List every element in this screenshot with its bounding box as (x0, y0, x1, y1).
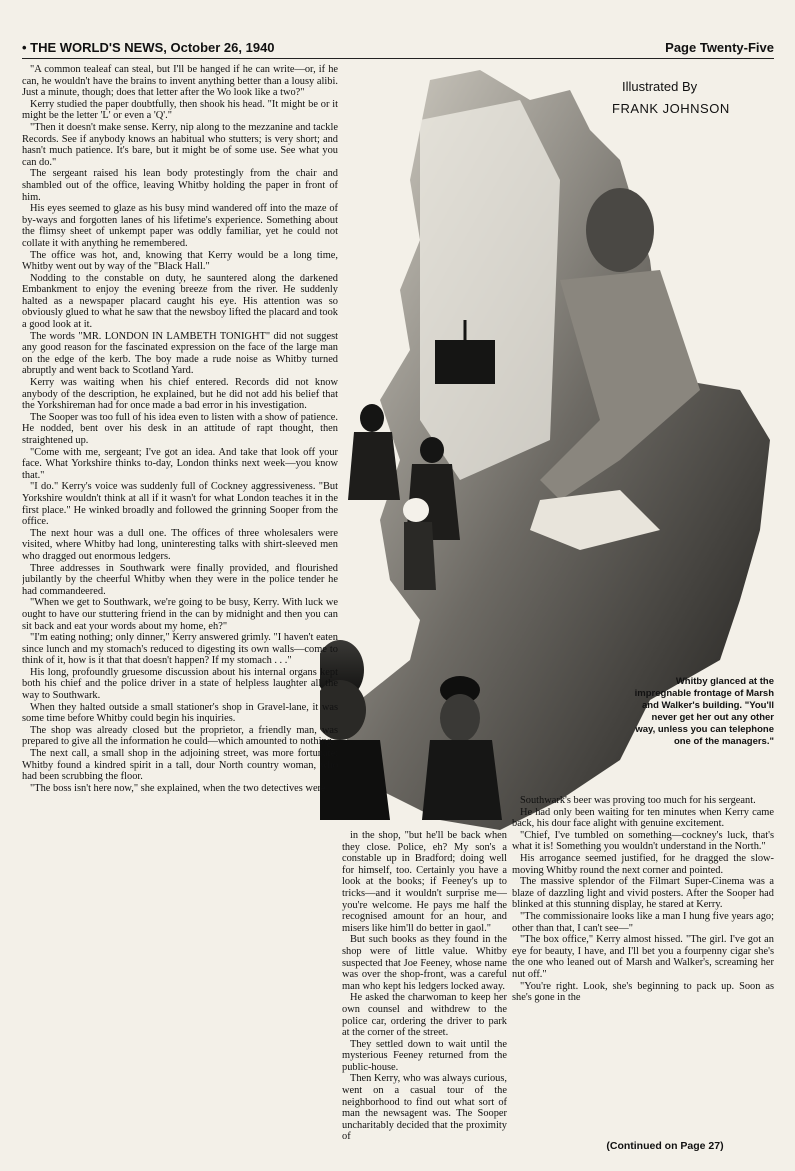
paragraph: The words "MR. LONDON IN LAMBETH TONIGHT" did not suggest any good reason for the fascinated expression on the face of the large man on the edge of the kerb. The boy made a rude noise as Whitby turned abruptly and went back to Scotland Yard. (22, 330, 338, 377)
paragraph: The next call, a small shop in the adjoining street, was more fortunate: Whitby found a kindred spirit in a tall, dour North country woman, who had been scrubbing the floor. (22, 748, 338, 783)
text-column-1 (22, 64, 338, 1164)
paragraph: He had only been waiting for ten minutes when Kerry came back, his dour face alight with genuine excitement. (512, 806, 774, 830)
paragraph: "The box office," Kerry almost hissed. "The girl. I've got an eye for beauty, I have, and I'll bet you a fourpenny cigar she's the one who leaned out of Marsh and Walker's, screaming her nut off." (512, 934, 774, 980)
text-column-3 (512, 795, 774, 1164)
paragraph: His arrogance seemed justified, for he dragged the slow-moving Whitby round the next corner and pointed. (512, 852, 774, 876)
paragraph: The sergeant raised his lean body protestingly from the chair and shambled out of the office, leaving Whitby holding the paper in front of him. (22, 168, 338, 203)
paragraph: Nodding to the constable on duty, he sauntered along the darkened Embankment to enjoy the evening breeze from the river. He suddenly halted as a newspaper placard caught his eye. His attention was so obviously glued to what he saw that the newsboy lifted the placard and took a good look at it. (22, 272, 338, 331)
paragraph: "A common tealeaf can steal, but I'll be hanged if he can write—or, if he can, he wouldn't have the brains to invent anything better than a lousy alibi. Just a minute, though; does that letter after the Wo look like a two?" (22, 64, 338, 99)
paragraph: "Then it doesn't make sense. Kerry, nip along to the mezzanine and tackle Records. See if anybody knows an habitual who stutters; is very short; and hasn't much patience. It's bare, but it might be of some use. See what you can do." (22, 121, 338, 168)
paragraph: "When we get to Southwark, we're going to be busy, Kerry. With luck we ought to have our stuttering friend in the can by midnight and then you can sit back and eat your words about my home, eh?" (22, 597, 338, 632)
paragraph: The massive splendor of the Filmart Super-Cinema was a blaze of dazzling light and vivid posters. After the Sooper had blinked at this stunning display, he stared at Kerry. (512, 876, 774, 911)
page-header (22, 36, 774, 59)
paragraph: The office was hot, and, knowing that Kerry would be a long time, Whitby went out by way of the "Black Hall." (22, 249, 338, 273)
street-lamp (435, 340, 495, 384)
paragraph: Then Kerry, who was always curious, went on a casual tour of the neighborhood to find out what sort of man the newsagent was. The Sooper uncharitably decided that the proximity of (342, 1073, 507, 1143)
building-shadow (420, 100, 560, 480)
paragraph: The next hour was a dull one. The offices of three wholesalers were visited, where Whitby had long, uninteresting talks with shirt-sleeved men who dragged out enormous ledgers. (22, 527, 338, 562)
paragraph: "Chief, I've tumbled on something—cockney's luck, that's what it is! Something you wouldn't understand in the North." (512, 829, 774, 853)
paragraph: The shop was already closed but the proprietor, a friendly man, was prepared to give all the information he could—which amounted to nothing. (22, 724, 338, 748)
paragraph: The Sooper was too full of his idea even to listen with a show of patience. He nodded, bent over his desk in an attitude of rapt thought, then straightened up. (22, 411, 338, 446)
paragraph: But such books as they found in the shop were of little value. Whitby suspected that Joe Feeney, whose name was over the shop-front, was a careful man who kept his ledgers locked away. (342, 934, 507, 992)
man-head (586, 188, 654, 272)
paragraph: "The boss isn't here now," she explained, when the two detectives were (30, 782, 326, 794)
illustrator-credit (612, 76, 772, 120)
paragraph: They settled down to wait until the mysterious Feeney returned from the public-house. (342, 1038, 507, 1073)
paragraph: His eyes seemed to glaze as his busy mind wandered off into the maze of by-ways and forgotten lanes of his lifetime's experience. Something about the flimsy sheet of unkempt paper was oddly familiar, yet he could not collate it with anything he remembered. (22, 203, 338, 249)
paragraph: "Come with me, sergeant; I've got an idea. And take that look off your face. What Yorkshire thinks to-day, London thinks next week—you know that." (22, 446, 338, 481)
paragraph: Three addresses in Southwark were finally provided, and flourished jubilantly by the cheerful Whitby when they were in the police tender he had commandeered. (22, 562, 338, 597)
paragraph: Kerry studied the paper doubtfully, then shook his head. "It might be or it might be the letter 'L' or even a 'Q'." (22, 98, 338, 122)
paragraph: When they halted outside a small stationer's shop in Gravel-lane, it was some time before Whitby could begin his inquiries. (22, 701, 338, 725)
paragraph: Southwark's beer was proving too much for his sergeant. (520, 795, 756, 806)
paragraph: His long, profoundly gruesome discussion about his internal organs kept both his chief and the police driver in a state of helpless laughter all the way to Southwark. (22, 666, 338, 702)
paragraph: "You're right. Look, she's beginning to pack up. Soon as she's gone in the (512, 980, 774, 1004)
credit-label: Illustrated By (622, 79, 698, 94)
paragraph: in the shop, "but he'll be back when they close. Police, eh? My son's a constable up in Bradford; doing well for himself, too. Certainly you have a look at the books; if Feeney's up to tricks—and it wouldn't surprise me—you're welcome. He pays me half the recognised amount for an hour, and misers like him'll do better in gaol." (342, 830, 507, 934)
paragraph: He asked the charwoman to keep her own counsel and withdrew to the police car, ordering the driver to park at the corner of the street. (342, 992, 507, 1039)
illustrator-name: FRANK JOHNSON (612, 101, 730, 116)
paragraph: "I'm eating nothing; only dinner," Kerry answered grimly. "I haven't eaten since lunch and my stomach's reduced to digesting its own walls—come to think of it, how is it that that doesn't happen? If my stomach . . ." (22, 632, 338, 667)
text-column-2 (342, 830, 507, 1164)
paragraph: Kerry was waiting when his chief entered. Records did not know anybody of the description, he explained, but he did not add his belief that the Yorkshireman had for once made a bad error in his investigation. (22, 377, 338, 412)
paragraph: "The commissionaire looks like a man I hung five years ago; other than that, I can't see—" (512, 910, 774, 934)
masthead: • THE WORLD'S NEWS, October 26, 1940 (22, 40, 275, 55)
illustration-caption: Whitby glanced at the impregnable frontage of Marsh and Walker's building. "You'll never get her out any other way, unless you can telephone one of the managers." (634, 676, 774, 747)
page-number: Page Twenty-Five (665, 40, 774, 55)
continued-notice: (Continued on Page 27) (606, 1140, 724, 1152)
paragraph: "I do." Kerry's voice was suddenly full of Cockney aggressiveness. "But Yorkshire wouldn't think at all if it wasn't for what London teaches it in the first place." He winked broadly and followed the grinning Sooper from the office. (22, 481, 338, 528)
